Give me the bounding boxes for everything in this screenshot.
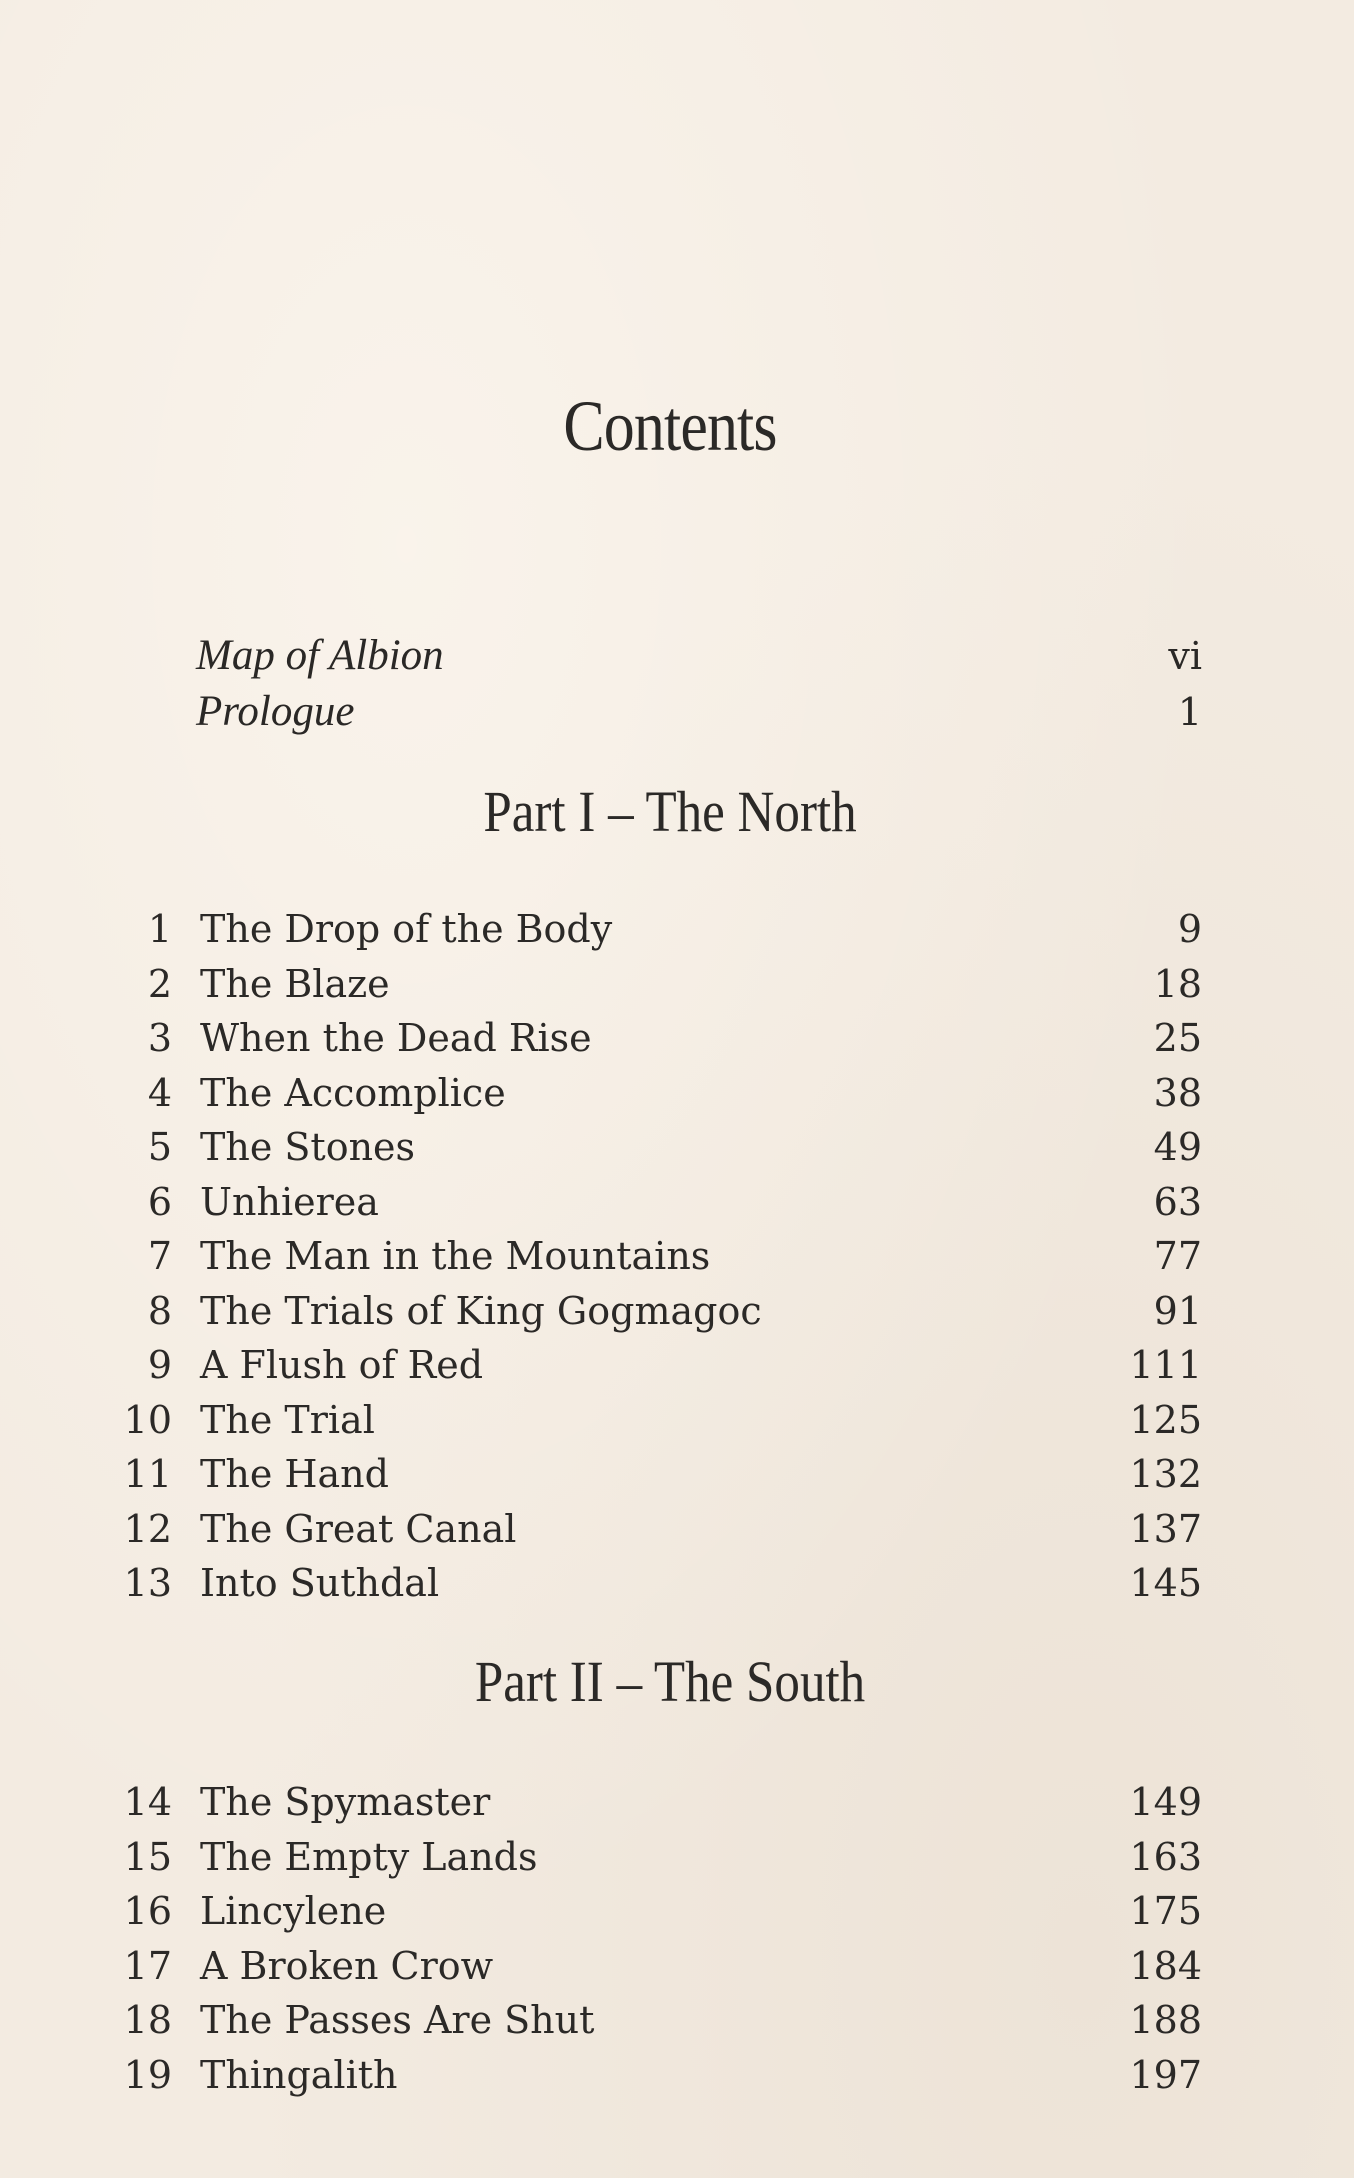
chapter-title: The Stones: [200, 1125, 416, 1169]
chapter-title: The Trial: [200, 1397, 375, 1442]
front-matter-page: 1: [1177, 690, 1202, 734]
chapter-entry: [120, 957, 1202, 1012]
chapter-number: 4: [147, 1070, 172, 1115]
chapter-title: The Blaze: [200, 961, 390, 1006]
chapter-title: A Broken Crow: [200, 1943, 494, 1988]
chapter-entry: [120, 1556, 1202, 1611]
front-matter-label: Map of Albion: [196, 632, 444, 679]
chapter-number: 7: [147, 1234, 172, 1278]
chapter-entry: [120, 1011, 1202, 1066]
chapter-number: 3: [147, 1016, 172, 1060]
chapter-title: A Flush of Red: [200, 1343, 484, 1387]
chapter-page: 184: [1129, 1943, 1202, 1988]
chapter-title: The Passes Are Shut: [200, 1998, 595, 2042]
chapter-entry: [120, 1830, 1202, 1885]
chapter-number: 16: [123, 1889, 172, 1933]
chapter-page: 197: [1129, 2052, 1202, 2097]
chapter-number: 17: [123, 1943, 172, 1988]
chapter-title: The Hand: [200, 1452, 389, 1496]
chapter-entry: [120, 1284, 1202, 1339]
chapter-page: 9: [1177, 907, 1202, 951]
chapter-entry: [120, 1447, 1202, 1502]
chapter-title: The Empty Lands: [200, 1834, 538, 1879]
chapter-number: 6: [147, 1179, 172, 1224]
part-title-south: Part II – The South: [474, 1649, 866, 1714]
chapter-number: 8: [147, 1288, 172, 1333]
chapter-entry: [120, 1884, 1202, 1939]
chapter-number: 11: [123, 1452, 172, 1496]
page-title: Contents: [563, 386, 777, 466]
chapter-page: 63: [1153, 1179, 1202, 1224]
chapter-entry: [120, 1393, 1202, 1448]
chapter-title: The Man in the Mountains: [200, 1234, 711, 1278]
chapter-title: The Great Canal: [200, 1506, 517, 1551]
chapter-entry: [120, 1775, 1202, 1830]
front-matter-label: Prologue: [196, 688, 355, 735]
chapter-number: 19: [123, 2052, 172, 2097]
chapter-page: 163: [1129, 1834, 1202, 1879]
chapter-page: 49: [1153, 1125, 1202, 1169]
chapter-page: 175: [1129, 1889, 1202, 1933]
chapter-title: Lincylene: [200, 1889, 387, 1933]
chapter-number: 5: [147, 1125, 172, 1169]
chapter-entry: [120, 902, 1202, 957]
chapter-number: 13: [123, 1561, 172, 1605]
chapter-number: 9: [147, 1343, 172, 1387]
chapter-page: 137: [1129, 1506, 1202, 1551]
chapter-entry: [120, 1229, 1202, 1284]
chapter-entry: [120, 1175, 1202, 1230]
chapter-entry: [120, 2048, 1202, 2103]
chapter-page: 111: [1129, 1343, 1202, 1387]
chapter-title: The Accomplice: [200, 1070, 506, 1115]
chapter-number: 14: [123, 1780, 172, 1824]
chapter-number: 1: [147, 907, 172, 951]
chapter-list-part-1: [120, 902, 1202, 1611]
chapter-number: 18: [123, 1998, 172, 2042]
chapter-title: The Trials of King Gogmagoc: [200, 1288, 762, 1333]
chapter-page: 145: [1129, 1561, 1202, 1605]
chapter-entry: [120, 1502, 1202, 1557]
chapter-page: 18: [1153, 961, 1202, 1006]
chapter-page: 91: [1153, 1288, 1202, 1333]
chapter-page: 188: [1129, 1998, 1202, 2042]
chapter-title: The Spymaster: [200, 1780, 491, 1824]
chapter-title: Thingalith: [200, 2052, 398, 2097]
part-title-north: Part I – The North: [483, 779, 857, 844]
chapter-title: Unhierea: [200, 1179, 379, 1224]
front-matter-entry-map: [196, 628, 1202, 684]
chapter-title: When the Dead Rise: [200, 1016, 592, 1060]
chapter-page: 125: [1129, 1397, 1202, 1442]
front-matter-page: vi: [1168, 634, 1202, 678]
chapter-page: 132: [1129, 1452, 1202, 1496]
front-matter-entry-prologue: [196, 684, 1202, 740]
chapter-page: 25: [1153, 1016, 1202, 1060]
chapter-number: 10: [123, 1397, 172, 1442]
chapter-list-part-2: [120, 1775, 1202, 2102]
chapter-page: 149: [1129, 1780, 1202, 1824]
chapter-title: The Drop of the Body: [200, 907, 613, 951]
chapter-entry: [120, 1993, 1202, 2048]
chapter-entry: [120, 1939, 1202, 1994]
chapter-number: 2: [147, 961, 172, 1006]
chapter-number: 12: [123, 1506, 172, 1551]
chapter-title: Into Suthdal: [200, 1561, 440, 1605]
chapter-page: 38: [1153, 1070, 1202, 1115]
chapter-entry: [120, 1338, 1202, 1393]
chapter-entry: [120, 1120, 1202, 1175]
chapter-number: 15: [123, 1834, 172, 1879]
chapter-page: 77: [1153, 1234, 1202, 1278]
chapter-entry: [120, 1066, 1202, 1121]
